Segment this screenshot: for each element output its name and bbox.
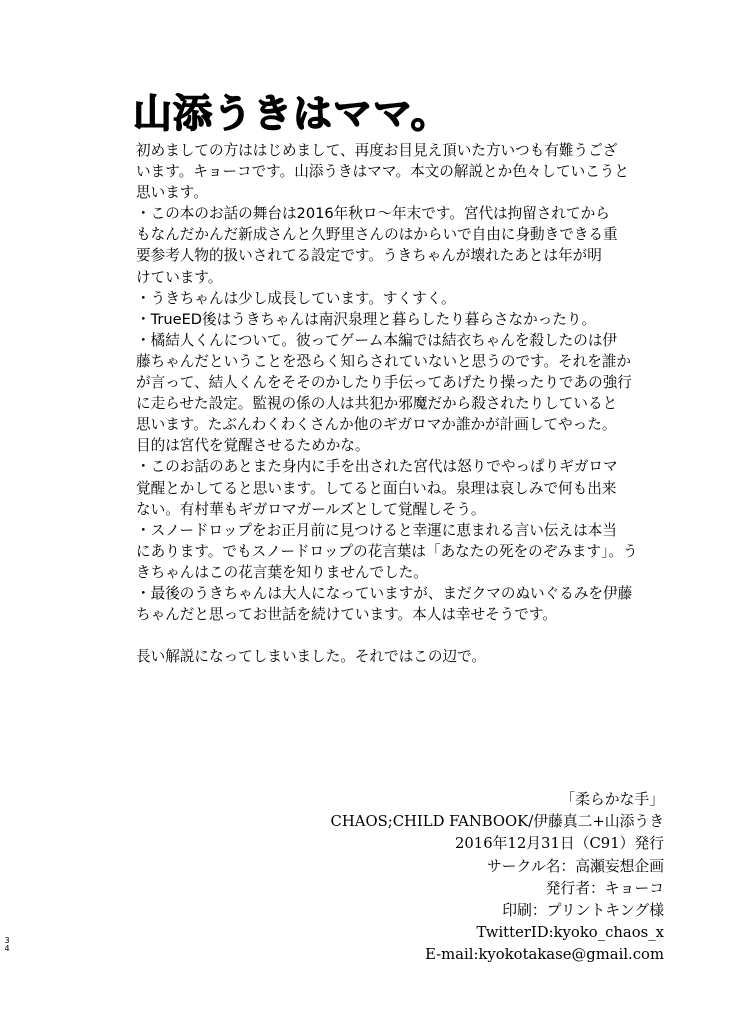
body-line: ・スノードロップをお正月前に見つけると幸運に恵まれる言い伝えは本当 [136, 521, 617, 539]
colophon [331, 789, 664, 967]
body-line: 思います。たぶんわくわくさんか他のギガロマか誰かが計画してやった。 [136, 416, 617, 434]
body-line: が言って、結人くんをそそのかしたり手伝ってあげたり操ったりであの強行 [136, 374, 632, 392]
body-line: 要参考人物的扱いされてる設定です。うきちゃんが壊れたあとは年が明 [136, 247, 602, 265]
body-line: 思います。 [136, 184, 208, 202]
body-line: ちゃんだと思ってお世話を続けています。本人は幸せそうです。 [136, 606, 557, 624]
page-number: 34 [4, 936, 10, 953]
body-line: ・TrueED後はうきちゃんは南沢泉理と暮らしたり暮らさなかったり。 [136, 310, 597, 328]
blank-line [136, 625, 676, 646]
body-line: に走らせた設定。監視の係の人は共犯か邪魔だから殺されたりしていると [136, 395, 618, 413]
colophon-date: 2016年12月31日（C91）発行 [454, 835, 664, 853]
body-line: 初めましての方ははじめまして、再度お目見え頂いた方いつも有難うござ [136, 142, 618, 159]
body-line: にあります。でもスノードロップの花言葉は「あなたの死をのぞみます」。う [136, 542, 638, 560]
body-line: 目的は宮代を覚醒させるためかな。 [136, 437, 370, 455]
body-line: ・橘結人くんについて。彼ってゲーム本編では結衣ちゃんを殺したのは伊 [136, 331, 618, 349]
colophon-series: CHAOS;CHILD FANBOOK/伊藤真二+山添うき [330, 813, 664, 831]
body-line: ・この本のお話の舞台は2016年秋ロ～年末です。宮代は拘留されてから [136, 205, 610, 223]
body-line: きちゃんはこの花言葉を知りませんでした。 [136, 563, 428, 581]
body-line: けています。 [136, 268, 223, 286]
body-line: 長い解説になってしまいました。それではこの辺で。 [136, 648, 486, 666]
body-line: 藤ちゃんだということを恐らく知らされていないと思うのです。それを誰か [136, 352, 632, 370]
colophon-twitter: TwitterID:kyoko_chaos_x [476, 924, 664, 942]
colophon-printer: 印刷：プリントキング様 [502, 901, 664, 919]
afterword-body [136, 140, 676, 667]
colophon-email: E-mail:kyokotakase@gmail.com [425, 946, 664, 964]
colophon-book-title: 「柔らかな手」 [560, 791, 664, 808]
body-line: います。キョーコです。山添うきはママ。本文の解説とか色々していこうと [136, 163, 629, 181]
body-line: ない。有村華もギガロマガールズとして覚醒しそう。 [136, 500, 486, 518]
colophon-publisher: 発行者：キョーコ [545, 879, 664, 897]
page-title: 山添うきはママ。 [133, 92, 451, 137]
body-line: ・最後のうきちゃんは大人になっていますが、まだクマのぬいぐるみを伊藤 [136, 584, 633, 602]
body-line: もなんだかんだ新成さんと久野里さんのはからいで自由に身動きできる重 [136, 226, 618, 244]
body-line: ・うきちゃんは少し成長しています。すくすく。 [136, 289, 456, 307]
body-line: ・このお話のあとまた身内に手を出された宮代は怒りでやっぱりギガロマ [136, 458, 618, 476]
colophon-circle: サークル名：高瀬妄想企画 [486, 857, 664, 875]
body-line: 覚醒とかしてると思います。してると面白いね。泉理は哀しみで何も出来 [136, 479, 617, 497]
